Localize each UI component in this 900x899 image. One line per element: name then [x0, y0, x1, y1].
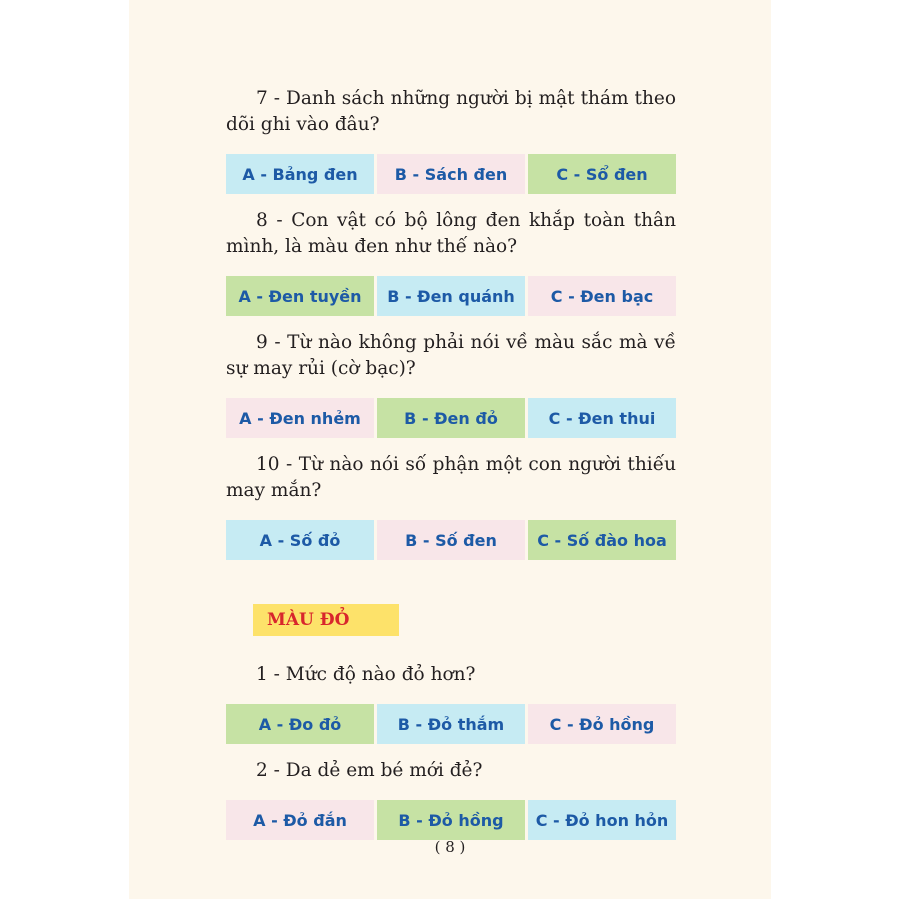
answer-option-a: A - Đỏ đắn — [226, 800, 374, 840]
question-block — [226, 452, 676, 560]
question-text: 2 - Da dẻ em bé mới đẻ? — [256, 760, 483, 781]
answer-row — [226, 154, 676, 194]
question-text: 10 - Từ nào nói số phận một con người thiếu may mắn? — [226, 454, 676, 501]
answer-option-c: C - Số đào hoa — [528, 520, 676, 560]
page-number: ( 8 ) — [434, 838, 466, 856]
question-text: 8 - Con vật có bộ lông đen khắp toàn thân mình, là màu đen như thế nào? — [226, 210, 676, 257]
answer-option-c: C - Đen thui — [528, 398, 676, 438]
answer-option-a: A - Đen nhẻm — [226, 398, 374, 438]
question-block — [226, 208, 676, 316]
answer-option-c: C - Sổ đen — [528, 154, 676, 194]
answer-option-c: C - Đen bạc — [528, 276, 676, 316]
answer-row — [226, 520, 676, 560]
question-text: 9 - Từ nào không phải nói về màu sắc mà về sự may rủi (cờ bạc)? — [226, 332, 676, 379]
page-content — [226, 86, 676, 854]
question-text: 7 - Danh sách những người bị mật thám theo dõi ghi vào đâu? — [226, 88, 676, 135]
answer-option-b: B - Đỏ hồng — [377, 800, 525, 840]
answer-option-c: C - Đỏ hồng — [528, 704, 676, 744]
answer-option-a: A - Bảng đen — [226, 154, 374, 194]
answer-row — [226, 398, 676, 438]
answer-option-a: A - Đen tuyền — [226, 276, 374, 316]
question-block — [226, 758, 676, 840]
question-block — [226, 662, 676, 744]
question-text: 1 - Mức độ nào đỏ hơn? — [256, 664, 476, 685]
answer-row — [226, 276, 676, 316]
answer-option-b: B - Đen đỏ — [377, 398, 525, 438]
answer-row — [226, 704, 676, 744]
question-block — [226, 330, 676, 438]
answer-option-b: B - Đen quánh — [377, 276, 525, 316]
answer-option-c: C - Đỏ hon hỏn — [528, 800, 676, 840]
question-block — [226, 86, 676, 194]
answer-option-b: B - Số đen — [377, 520, 525, 560]
book-page — [129, 0, 771, 899]
answer-option-b: B - Sách đen — [377, 154, 525, 194]
answer-option-a: A - Đo đỏ — [226, 704, 374, 744]
answer-option-b: B - Đỏ thắm — [377, 704, 525, 744]
answer-option-a: A - Số đỏ — [226, 520, 374, 560]
answer-row — [226, 800, 676, 840]
section-title-red: MÀU ĐỎ — [253, 604, 399, 636]
